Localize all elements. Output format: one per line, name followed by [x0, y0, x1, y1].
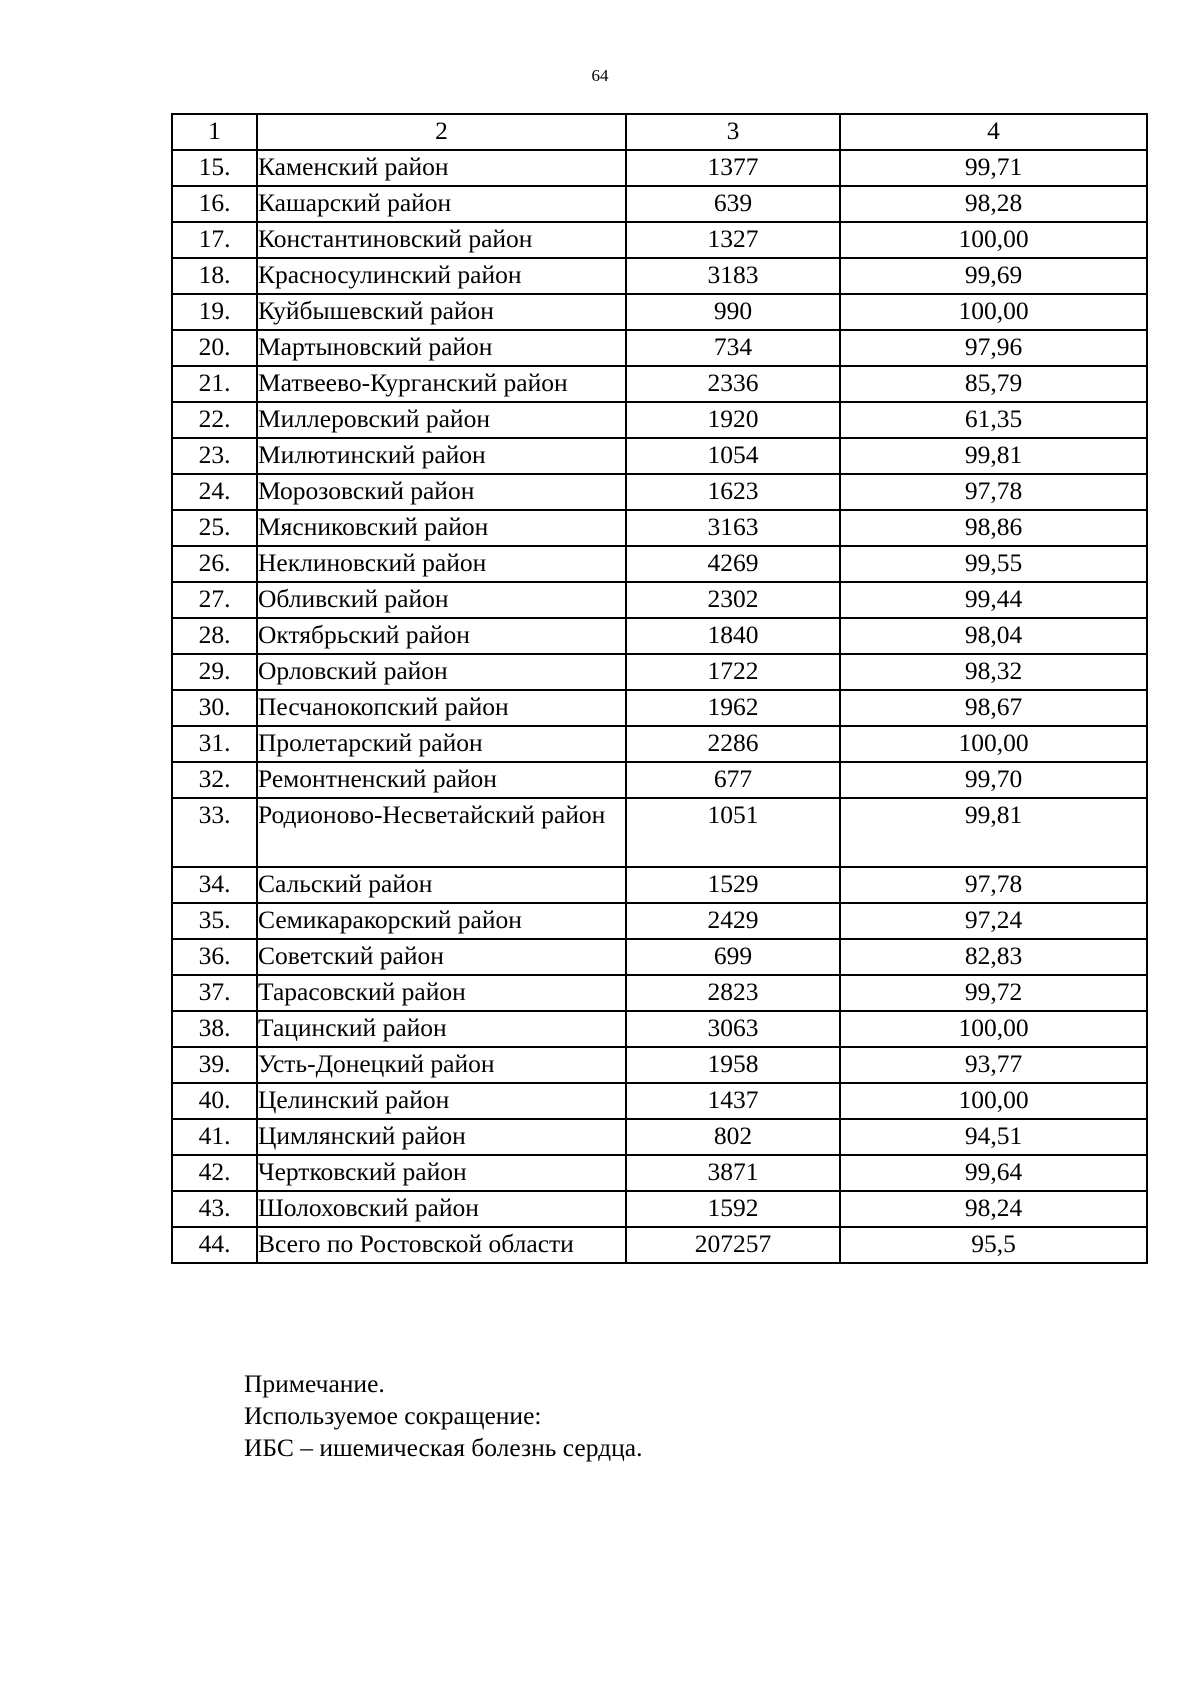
column-4-value: 100,00	[840, 294, 1147, 330]
row-number: 25.	[172, 510, 257, 546]
row-number: 24.	[172, 474, 257, 510]
row-number: 33.	[172, 798, 257, 867]
row-number: 37.	[172, 975, 257, 1011]
row-number: 32.	[172, 762, 257, 798]
column-3-value: 1051	[626, 798, 840, 867]
column-4-value: 85,79	[840, 366, 1147, 402]
table-row	[172, 726, 1147, 762]
district-name: Тацинский район	[257, 1011, 626, 1047]
row-number: 21.	[172, 366, 257, 402]
column-3-value: 1962	[626, 690, 840, 726]
column-header-3: 3	[626, 114, 840, 150]
column-4-value: 97,78	[840, 474, 1147, 510]
column-4-value: 100,00	[840, 1083, 1147, 1119]
column-4-value: 99,55	[840, 546, 1147, 582]
district-name: Морозовский район	[257, 474, 626, 510]
column-4-value: 100,00	[840, 726, 1147, 762]
column-4-value: 99,72	[840, 975, 1147, 1011]
column-3-value: 1592	[626, 1191, 840, 1227]
column-4-value: 99,70	[840, 762, 1147, 798]
column-3-value: 2336	[626, 366, 840, 402]
district-name: Обливский район	[257, 582, 626, 618]
table-row	[172, 510, 1147, 546]
district-name: Тарасовский район	[257, 975, 626, 1011]
column-4-value: 94,51	[840, 1119, 1147, 1155]
row-number: 40.	[172, 1083, 257, 1119]
column-3-value: 1377	[626, 150, 840, 186]
column-4-value: 97,78	[840, 867, 1147, 903]
table-row	[172, 903, 1147, 939]
table-body	[172, 150, 1147, 1263]
row-number: 23.	[172, 438, 257, 474]
column-4-value: 61,35	[840, 402, 1147, 438]
table-row	[172, 438, 1147, 474]
column-4-value: 99,44	[840, 582, 1147, 618]
district-name: Неклиновский район	[257, 546, 626, 582]
district-name: Орловский район	[257, 654, 626, 690]
column-3-value: 1722	[626, 654, 840, 690]
table-row	[172, 1083, 1147, 1119]
row-number: 31.	[172, 726, 257, 762]
column-3-value: 1529	[626, 867, 840, 903]
table-row	[172, 294, 1147, 330]
row-number: 15.	[172, 150, 257, 186]
column-3-value: 1054	[626, 438, 840, 474]
note-block	[244, 1368, 642, 1464]
row-number: 34.	[172, 867, 257, 903]
table-row	[172, 1191, 1147, 1227]
table-row	[172, 222, 1147, 258]
table-row	[172, 474, 1147, 510]
row-number: 42.	[172, 1155, 257, 1191]
district-name: Пролетарский район	[257, 726, 626, 762]
row-number: 19.	[172, 294, 257, 330]
column-3-value: 2823	[626, 975, 840, 1011]
row-number: 36.	[172, 939, 257, 975]
column-3-value: 1920	[626, 402, 840, 438]
district-name: Целинский район	[257, 1083, 626, 1119]
column-4-value: 98,04	[840, 618, 1147, 654]
column-4-value: 97,96	[840, 330, 1147, 366]
table-row	[172, 582, 1147, 618]
district-name: Мартыновский район	[257, 330, 626, 366]
column-3-value: 734	[626, 330, 840, 366]
table-row	[172, 762, 1147, 798]
column-3-value: 3163	[626, 510, 840, 546]
column-4-value: 100,00	[840, 222, 1147, 258]
table-row	[172, 546, 1147, 582]
district-name: Каменский район	[257, 150, 626, 186]
column-3-value: 1327	[626, 222, 840, 258]
table-row	[172, 939, 1147, 975]
row-number: 43.	[172, 1191, 257, 1227]
district-name: Советский район	[257, 939, 626, 975]
row-number: 28.	[172, 618, 257, 654]
column-3-value: 1437	[626, 1083, 840, 1119]
row-number: 29.	[172, 654, 257, 690]
table-row	[172, 867, 1147, 903]
table-row	[172, 258, 1147, 294]
table-row	[172, 330, 1147, 366]
district-name: Песчанокопский район	[257, 690, 626, 726]
table-row	[172, 1011, 1147, 1047]
column-4-value: 98,32	[840, 654, 1147, 690]
column-4-value: 95,5	[840, 1227, 1147, 1263]
table-header-row	[172, 114, 1147, 150]
district-name: Матвеево-Курганский район	[257, 366, 626, 402]
district-name: Всего по Ростовской области	[257, 1227, 626, 1263]
column-4-value: 99,64	[840, 1155, 1147, 1191]
table-row	[172, 690, 1147, 726]
column-3-value: 802	[626, 1119, 840, 1155]
note-line-1: Используемое сокращение:	[244, 1401, 542, 1430]
district-name: Чертковский район	[257, 1155, 626, 1191]
district-name: Милютинский район	[257, 438, 626, 474]
column-4-value: 93,77	[840, 1047, 1147, 1083]
column-header-4: 4	[840, 114, 1147, 150]
column-3-value: 4269	[626, 546, 840, 582]
district-name: Красносулинский район	[257, 258, 626, 294]
column-3-value: 1623	[626, 474, 840, 510]
row-number: 38.	[172, 1011, 257, 1047]
district-name: Константиновский район	[257, 222, 626, 258]
district-name: Мясниковский район	[257, 510, 626, 546]
district-name: Кашарский район	[257, 186, 626, 222]
page-number: 64	[591, 66, 609, 85]
column-4-value: 98,28	[840, 186, 1147, 222]
column-3-value: 2429	[626, 903, 840, 939]
column-3-value: 1958	[626, 1047, 840, 1083]
column-4-value: 100,00	[840, 1011, 1147, 1047]
table-row	[172, 366, 1147, 402]
column-3-value: 2286	[626, 726, 840, 762]
column-4-value: 98,67	[840, 690, 1147, 726]
table-row	[172, 1119, 1147, 1155]
column-4-value: 99,81	[840, 798, 1147, 867]
table-row	[172, 618, 1147, 654]
column-header-2: 2	[257, 114, 626, 150]
row-number: 20.	[172, 330, 257, 366]
column-3-value: 3183	[626, 258, 840, 294]
row-number: 17.	[172, 222, 257, 258]
row-number: 44.	[172, 1227, 257, 1263]
column-3-value: 207257	[626, 1227, 840, 1263]
note-line-2: ИБС – ишемическая болезнь сердца.	[244, 1433, 643, 1462]
district-name: Родионово-Несветайский район	[257, 798, 626, 867]
row-number: 30.	[172, 690, 257, 726]
row-number: 22.	[172, 402, 257, 438]
district-name: Октябрьский район	[257, 618, 626, 654]
district-name: Цимлянский район	[257, 1119, 626, 1155]
district-name: Ремонтненский район	[257, 762, 626, 798]
row-number: 16.	[172, 186, 257, 222]
column-4-value: 82,83	[840, 939, 1147, 975]
district-name: Усть-Донецкий район	[257, 1047, 626, 1083]
column-3-value: 639	[626, 186, 840, 222]
district-name: Сальский район	[257, 867, 626, 903]
column-3-value: 3063	[626, 1011, 840, 1047]
row-number: 26.	[172, 546, 257, 582]
table-row	[172, 150, 1147, 186]
table-row	[172, 186, 1147, 222]
table-row	[172, 402, 1147, 438]
table-row	[172, 798, 1147, 867]
row-number: 41.	[172, 1119, 257, 1155]
district-name: Миллеровский район	[257, 402, 626, 438]
row-number: 18.	[172, 258, 257, 294]
column-4-value: 99,71	[840, 150, 1147, 186]
column-4-value: 99,81	[840, 438, 1147, 474]
column-4-value: 98,86	[840, 510, 1147, 546]
table-row	[172, 654, 1147, 690]
note-title: Примечание.	[244, 1369, 385, 1398]
row-number: 35.	[172, 903, 257, 939]
column-3-value: 1840	[626, 618, 840, 654]
table-row	[172, 1155, 1147, 1191]
district-name: Куйбышевский район	[257, 294, 626, 330]
column-3-value: 699	[626, 939, 840, 975]
column-3-value: 2302	[626, 582, 840, 618]
column-4-value: 98,24	[840, 1191, 1147, 1227]
table-row	[172, 975, 1147, 1011]
column-4-value: 99,69	[840, 258, 1147, 294]
column-3-value: 3871	[626, 1155, 840, 1191]
district-name: Шолоховский район	[257, 1191, 626, 1227]
table-row	[172, 1227, 1147, 1263]
district-name: Семикаракорский район	[257, 903, 626, 939]
column-4-value: 97,24	[840, 903, 1147, 939]
data-table	[171, 113, 1148, 1264]
row-number: 27.	[172, 582, 257, 618]
column-3-value: 990	[626, 294, 840, 330]
row-number: 39.	[172, 1047, 257, 1083]
column-3-value: 677	[626, 762, 840, 798]
table-row	[172, 1047, 1147, 1083]
column-header-1: 1	[172, 114, 257, 150]
